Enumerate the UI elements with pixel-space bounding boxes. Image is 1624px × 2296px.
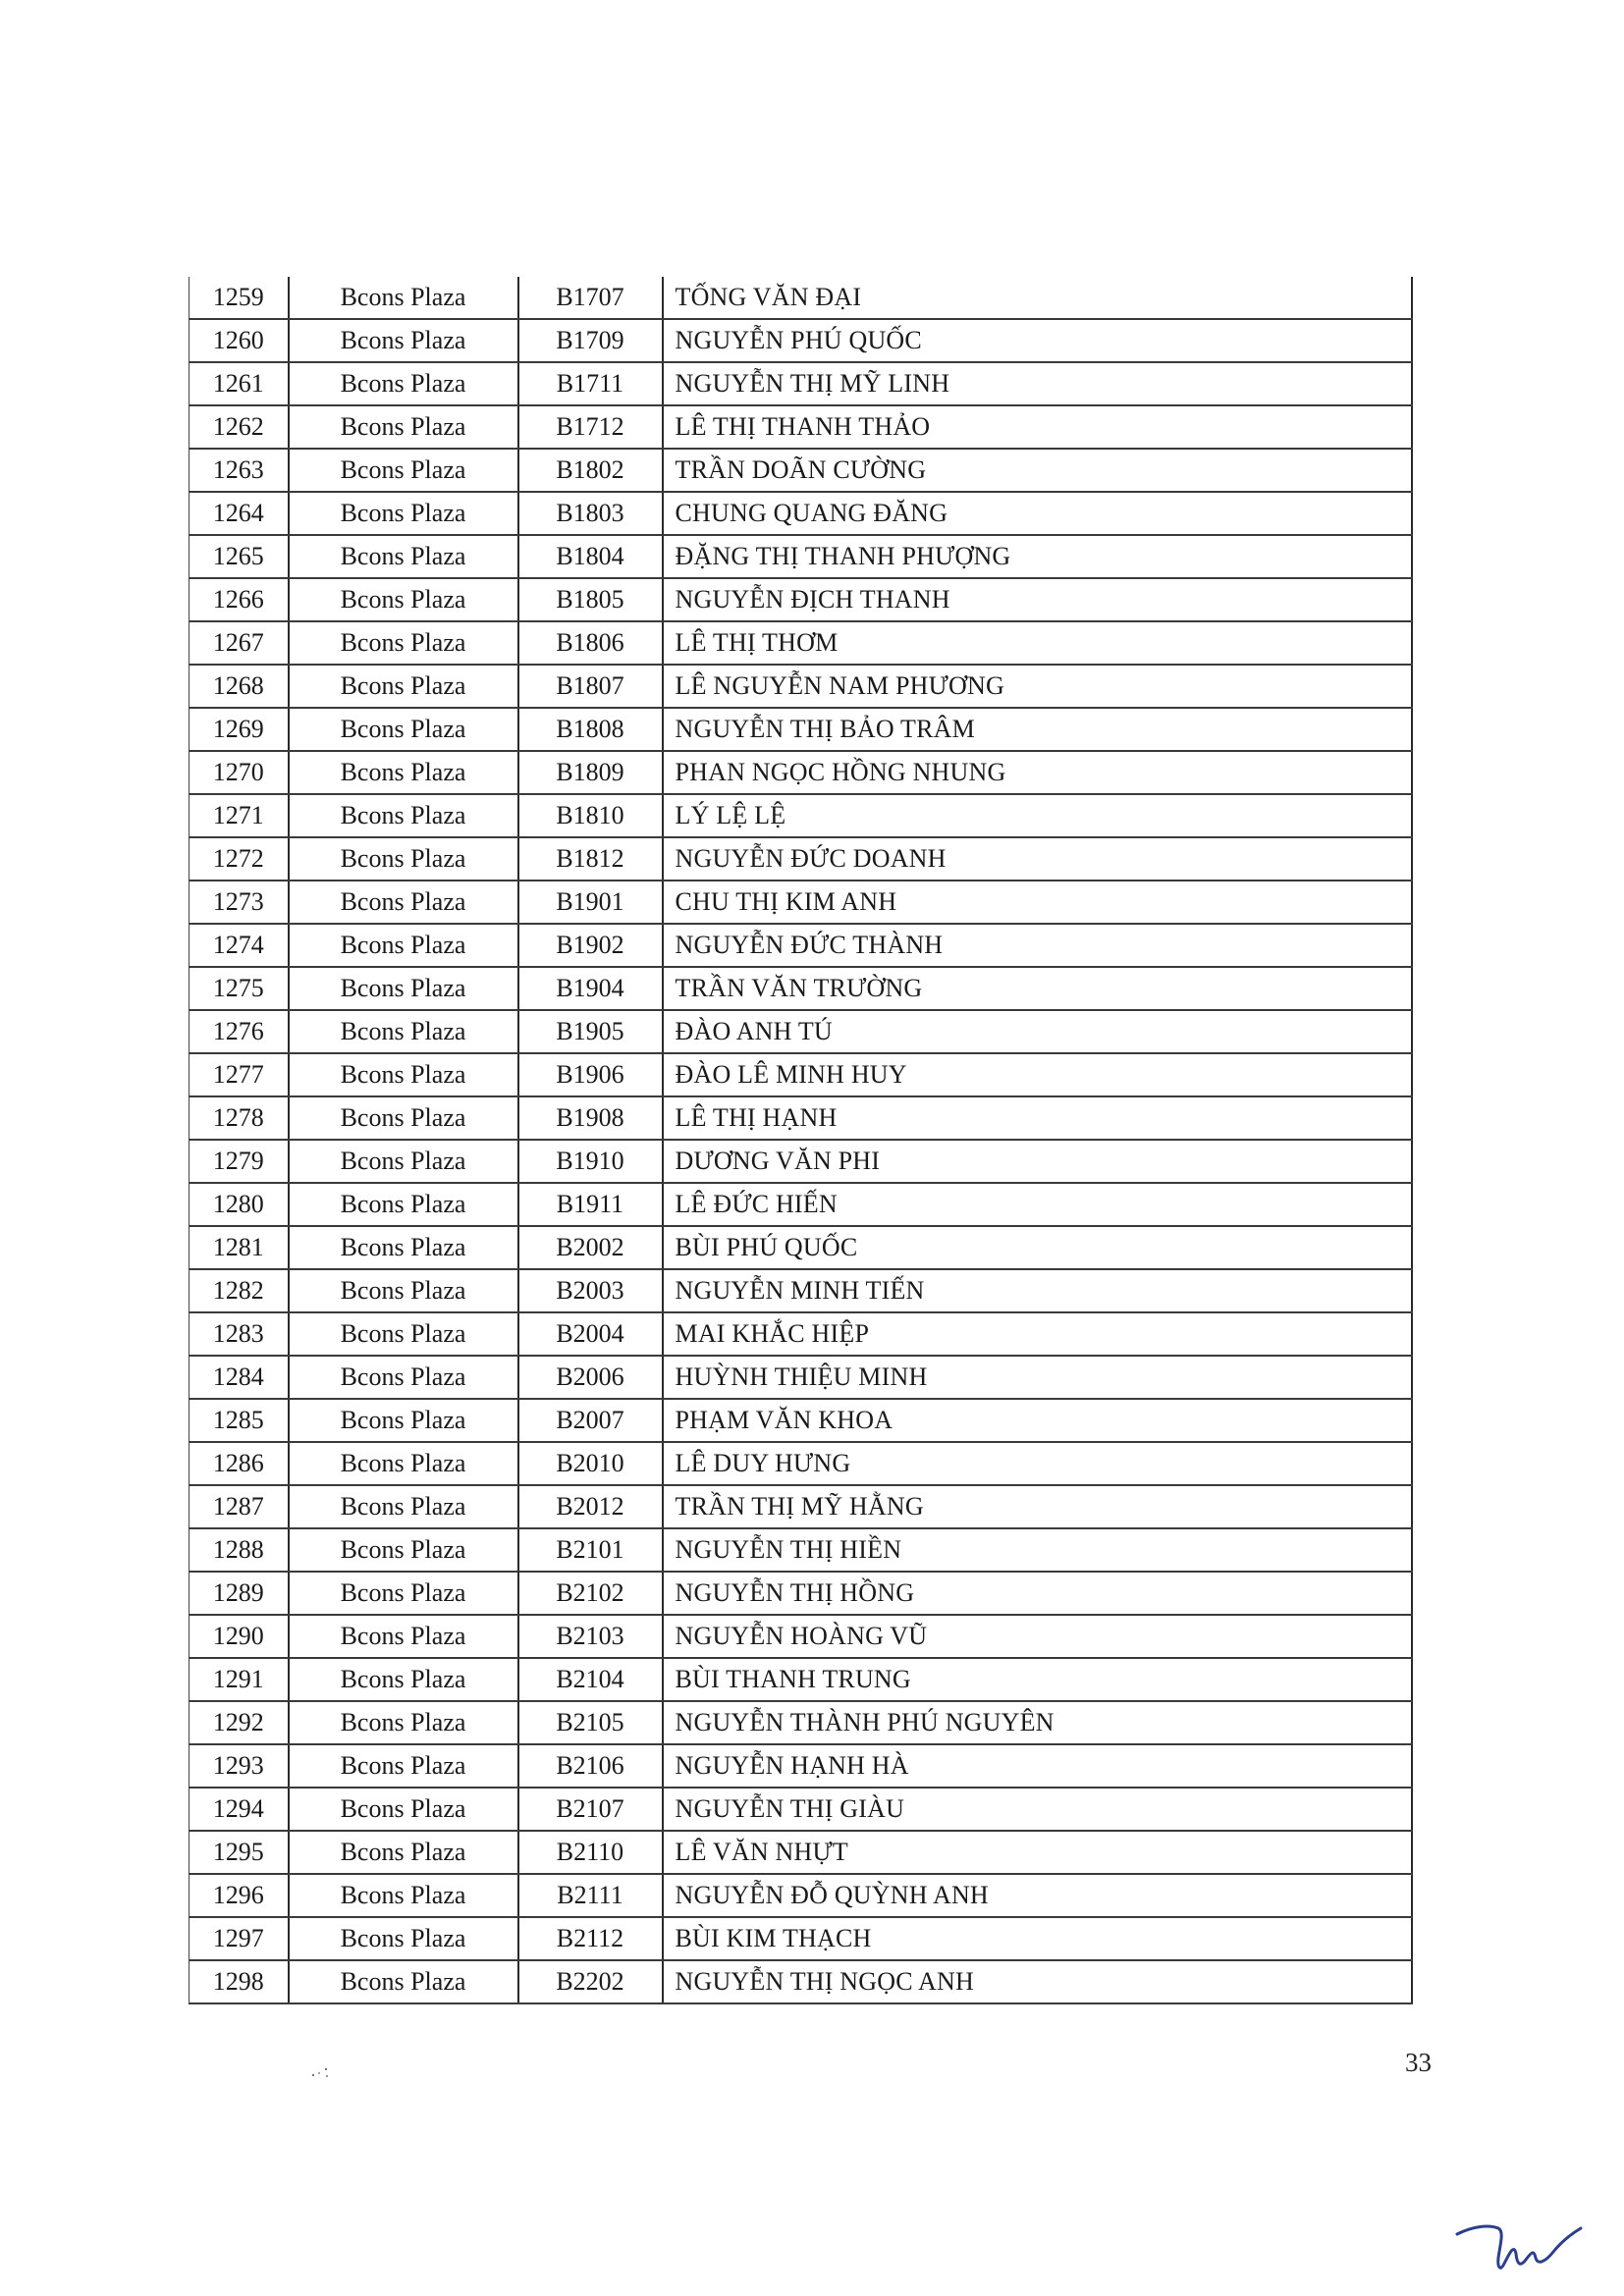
row-number-cell: 1281 xyxy=(189,1226,289,1269)
project-cell: Bcons Plaza xyxy=(289,967,518,1010)
table-row xyxy=(189,405,1412,449)
owner-name-cell: LÊ THỊ THƠM xyxy=(663,621,1412,665)
roster-table-container xyxy=(189,277,1411,2004)
row-number-cell: 1270 xyxy=(189,751,289,794)
row-number-cell: 1280 xyxy=(189,1183,289,1226)
table-row xyxy=(189,1572,1412,1615)
owner-name-cell: BÙI PHÚ QUỐC xyxy=(663,1226,1412,1269)
table-row xyxy=(189,1356,1412,1399)
owner-name-cell: NGUYỄN THỊ MỸ LINH xyxy=(663,362,1412,405)
unit-code-cell: B1802 xyxy=(518,449,663,492)
row-number-cell: 1265 xyxy=(189,535,289,578)
unit-code-cell: B2110 xyxy=(518,1831,663,1874)
table-row xyxy=(189,751,1412,794)
owner-name-cell: CHU THỊ KIM ANH xyxy=(663,881,1412,924)
unit-code-cell: B2104 xyxy=(518,1658,663,1701)
table-row xyxy=(189,1917,1412,1960)
row-number-cell: 1267 xyxy=(189,621,289,665)
roster-table-body xyxy=(189,277,1412,2003)
row-number-cell: 1271 xyxy=(189,794,289,837)
owner-name-cell: BÙI KIM THẠCH xyxy=(663,1917,1412,1960)
row-number-cell: 1273 xyxy=(189,881,289,924)
table-row xyxy=(189,492,1412,535)
project-cell: Bcons Plaza xyxy=(289,362,518,405)
owner-name-cell: PHAN NGỌC HỒNG NHUNG xyxy=(663,751,1412,794)
project-cell: Bcons Plaza xyxy=(289,1615,518,1658)
owner-name-cell: ĐẶNG THỊ THANH PHƯỢNG xyxy=(663,535,1412,578)
table-row xyxy=(189,1701,1412,1744)
project-cell: Bcons Plaza xyxy=(289,1140,518,1183)
table-row xyxy=(189,1226,1412,1269)
row-number-cell: 1298 xyxy=(189,1960,289,2003)
unit-code-cell: B1804 xyxy=(518,535,663,578)
table-row xyxy=(189,1615,1412,1658)
table-row xyxy=(189,1744,1412,1788)
row-number-cell: 1283 xyxy=(189,1312,289,1356)
project-cell: Bcons Plaza xyxy=(289,1269,518,1312)
unit-code-cell: B2103 xyxy=(518,1615,663,1658)
project-cell: Bcons Plaza xyxy=(289,751,518,794)
owner-name-cell: TRẦN THỊ MỸ HẰNG xyxy=(663,1485,1412,1528)
owner-name-cell: TRẦN VĂN TRƯỜNG xyxy=(663,967,1412,1010)
table-row xyxy=(189,1442,1412,1485)
row-number-cell: 1285 xyxy=(189,1399,289,1442)
unit-code-cell: B1902 xyxy=(518,924,663,967)
owner-name-cell: BÙI THANH TRUNG xyxy=(663,1658,1412,1701)
unit-code-cell: B1908 xyxy=(518,1096,663,1140)
owner-name-cell: ĐÀO ANH TÚ xyxy=(663,1010,1412,1053)
unit-code-cell: B1810 xyxy=(518,794,663,837)
unit-code-cell: B1910 xyxy=(518,1140,663,1183)
table-row xyxy=(189,881,1412,924)
owner-name-cell: MAI KHẮC HIỆP xyxy=(663,1312,1412,1356)
page-number: 33 xyxy=(1405,2048,1432,2077)
project-cell: Bcons Plaza xyxy=(289,535,518,578)
unit-code-cell: B1809 xyxy=(518,751,663,794)
unit-code-cell: B1911 xyxy=(518,1183,663,1226)
owner-name-cell: NGUYỄN HẠNH HÀ xyxy=(663,1744,1412,1788)
row-number-cell: 1282 xyxy=(189,1269,289,1312)
project-cell: Bcons Plaza xyxy=(289,1399,518,1442)
row-number-cell: 1279 xyxy=(189,1140,289,1183)
owner-name-cell: PHẠM VĂN KHOA xyxy=(663,1399,1412,1442)
owner-name-cell: NGUYỄN ĐỨC DOANH xyxy=(663,837,1412,881)
table-row xyxy=(189,1312,1412,1356)
project-cell: Bcons Plaza xyxy=(289,1960,518,2003)
owner-name-cell: LÊ DUY HƯNG xyxy=(663,1442,1412,1485)
unit-code-cell: B2202 xyxy=(518,1960,663,2003)
project-cell: Bcons Plaza xyxy=(289,1053,518,1096)
table-row xyxy=(189,665,1412,708)
table-row xyxy=(189,1658,1412,1701)
project-cell: Bcons Plaza xyxy=(289,1701,518,1744)
unit-code-cell: B1812 xyxy=(518,837,663,881)
unit-code-cell: B1711 xyxy=(518,362,663,405)
project-cell: Bcons Plaza xyxy=(289,1356,518,1399)
unit-code-cell: B1806 xyxy=(518,621,663,665)
row-number-cell: 1259 xyxy=(189,277,289,319)
owner-name-cell: NGUYỄN ĐỨC THÀNH xyxy=(663,924,1412,967)
row-number-cell: 1263 xyxy=(189,449,289,492)
project-cell: Bcons Plaza xyxy=(289,794,518,837)
project-cell: Bcons Plaza xyxy=(289,1788,518,1831)
row-number-cell: 1261 xyxy=(189,362,289,405)
table-row xyxy=(189,837,1412,881)
row-number-cell: 1295 xyxy=(189,1831,289,1874)
project-cell: Bcons Plaza xyxy=(289,708,518,751)
owner-name-cell: NGUYỄN THỊ NGỌC ANH xyxy=(663,1960,1412,2003)
row-number-cell: 1293 xyxy=(189,1744,289,1788)
row-number-cell: 1287 xyxy=(189,1485,289,1528)
signature-mark xyxy=(1455,2215,1585,2285)
owner-name-cell: HUỲNH THIỆU MINH xyxy=(663,1356,1412,1399)
table-row xyxy=(189,277,1412,319)
unit-code-cell: B1808 xyxy=(518,708,663,751)
owner-name-cell: LÊ THỊ THANH THẢO xyxy=(663,405,1412,449)
project-cell: Bcons Plaza xyxy=(289,881,518,924)
table-row xyxy=(189,1874,1412,1917)
table-row xyxy=(189,1960,1412,2003)
table-row xyxy=(189,1140,1412,1183)
row-number-cell: 1294 xyxy=(189,1788,289,1831)
project-cell: Bcons Plaza xyxy=(289,1917,518,1960)
owner-name-cell: LÊ VĂN NHỰT xyxy=(663,1831,1412,1874)
row-number-cell: 1278 xyxy=(189,1096,289,1140)
row-number-cell: 1262 xyxy=(189,405,289,449)
project-cell: Bcons Plaza xyxy=(289,665,518,708)
row-number-cell: 1260 xyxy=(189,319,289,362)
owner-name-cell: NGUYỄN THỊ GIÀU xyxy=(663,1788,1412,1831)
project-cell: Bcons Plaza xyxy=(289,492,518,535)
table-row xyxy=(189,1831,1412,1874)
scan-specks xyxy=(310,2065,340,2081)
row-number-cell: 1268 xyxy=(189,665,289,708)
unit-code-cell: B1805 xyxy=(518,578,663,621)
unit-code-cell: B1905 xyxy=(518,1010,663,1053)
row-number-cell: 1284 xyxy=(189,1356,289,1399)
unit-code-cell: B2003 xyxy=(518,1269,663,1312)
unit-code-cell: B1904 xyxy=(518,967,663,1010)
project-cell: Bcons Plaza xyxy=(289,1010,518,1053)
table-row xyxy=(189,1485,1412,1528)
row-number-cell: 1275 xyxy=(189,967,289,1010)
row-number-cell: 1290 xyxy=(189,1615,289,1658)
project-cell: Bcons Plaza xyxy=(289,449,518,492)
table-row xyxy=(189,1053,1412,1096)
row-number-cell: 1264 xyxy=(189,492,289,535)
project-cell: Bcons Plaza xyxy=(289,1572,518,1615)
project-cell: Bcons Plaza xyxy=(289,1744,518,1788)
row-number-cell: 1277 xyxy=(189,1053,289,1096)
unit-code-cell: B2006 xyxy=(518,1356,663,1399)
unit-code-cell: B1807 xyxy=(518,665,663,708)
unit-code-cell: B1906 xyxy=(518,1053,663,1096)
table-row xyxy=(189,535,1412,578)
row-number-cell: 1269 xyxy=(189,708,289,751)
table-row xyxy=(189,449,1412,492)
project-cell: Bcons Plaza xyxy=(289,621,518,665)
project-cell: Bcons Plaza xyxy=(289,924,518,967)
unit-code-cell: B1803 xyxy=(518,492,663,535)
project-cell: Bcons Plaza xyxy=(289,1485,518,1528)
project-cell: Bcons Plaza xyxy=(289,578,518,621)
project-cell: Bcons Plaza xyxy=(289,1528,518,1572)
row-number-cell: 1289 xyxy=(189,1572,289,1615)
unit-code-cell: B1707 xyxy=(518,277,663,319)
project-cell: Bcons Plaza xyxy=(289,837,518,881)
unit-code-cell: B2004 xyxy=(518,1312,663,1356)
unit-code-cell: B2105 xyxy=(518,1701,663,1744)
project-cell: Bcons Plaza xyxy=(289,319,518,362)
row-number-cell: 1296 xyxy=(189,1874,289,1917)
table-row xyxy=(189,1528,1412,1572)
owner-name-cell: LÝ LỆ LỆ xyxy=(663,794,1412,837)
unit-code-cell: B1901 xyxy=(518,881,663,924)
row-number-cell: 1291 xyxy=(189,1658,289,1701)
row-number-cell: 1297 xyxy=(189,1917,289,1960)
owner-name-cell: DƯƠNG VĂN PHI xyxy=(663,1140,1412,1183)
unit-code-cell: B2107 xyxy=(518,1788,663,1831)
owner-name-cell: NGUYỄN ĐỖ QUỲNH ANH xyxy=(663,1874,1412,1917)
project-cell: Bcons Plaza xyxy=(289,1096,518,1140)
unit-code-cell: B2010 xyxy=(518,1442,663,1485)
project-cell: Bcons Plaza xyxy=(289,1312,518,1356)
project-cell: Bcons Plaza xyxy=(289,277,518,319)
roster-table xyxy=(189,277,1413,2004)
unit-code-cell: B2012 xyxy=(518,1485,663,1528)
unit-code-cell: B1709 xyxy=(518,319,663,362)
project-cell: Bcons Plaza xyxy=(289,1874,518,1917)
unit-code-cell: B2002 xyxy=(518,1226,663,1269)
owner-name-cell: NGUYỄN THÀNH PHÚ NGUYÊN xyxy=(663,1701,1412,1744)
owner-name-cell: NGUYỄN HOÀNG VŨ xyxy=(663,1615,1412,1658)
unit-code-cell: B2111 xyxy=(518,1874,663,1917)
owner-name-cell: NGUYỄN ĐỊCH THANH xyxy=(663,578,1412,621)
unit-code-cell: B1712 xyxy=(518,405,663,449)
table-row xyxy=(189,319,1412,362)
table-row xyxy=(189,362,1412,405)
table-row xyxy=(189,967,1412,1010)
table-row xyxy=(189,1010,1412,1053)
row-number-cell: 1266 xyxy=(189,578,289,621)
row-number-cell: 1276 xyxy=(189,1010,289,1053)
row-number-cell: 1286 xyxy=(189,1442,289,1485)
owner-name-cell: NGUYỄN THỊ BẢO TRÂM xyxy=(663,708,1412,751)
table-row xyxy=(189,621,1412,665)
owner-name-cell: ĐÀO LÊ MINH HUY xyxy=(663,1053,1412,1096)
row-number-cell: 1292 xyxy=(189,1701,289,1744)
table-row xyxy=(189,794,1412,837)
owner-name-cell: NGUYỄN PHÚ QUỐC xyxy=(663,319,1412,362)
unit-code-cell: B2101 xyxy=(518,1528,663,1572)
row-number-cell: 1272 xyxy=(189,837,289,881)
owner-name-cell: NGUYỄN THỊ HIỀN xyxy=(663,1528,1412,1572)
row-number-cell: 1274 xyxy=(189,924,289,967)
owner-name-cell: CHUNG QUANG ĐĂNG xyxy=(663,492,1412,535)
unit-code-cell: B2112 xyxy=(518,1917,663,1960)
table-row xyxy=(189,924,1412,967)
project-cell: Bcons Plaza xyxy=(289,405,518,449)
unit-code-cell: B2007 xyxy=(518,1399,663,1442)
project-cell: Bcons Plaza xyxy=(289,1831,518,1874)
table-row xyxy=(189,1096,1412,1140)
table-row xyxy=(189,708,1412,751)
project-cell: Bcons Plaza xyxy=(289,1226,518,1269)
table-row xyxy=(189,578,1412,621)
owner-name-cell: LÊ NGUYỄN NAM PHƯƠNG xyxy=(663,665,1412,708)
owner-name-cell: LÊ ĐỨC HIẾN xyxy=(663,1183,1412,1226)
owner-name-cell: NGUYỄN THỊ HỒNG xyxy=(663,1572,1412,1615)
owner-name-cell: NGUYỄN MINH TIẾN xyxy=(663,1269,1412,1312)
project-cell: Bcons Plaza xyxy=(289,1183,518,1226)
project-cell: Bcons Plaza xyxy=(289,1442,518,1485)
table-row xyxy=(189,1788,1412,1831)
owner-name-cell: TỐNG VĂN ĐẠI xyxy=(663,277,1412,319)
table-row xyxy=(189,1183,1412,1226)
unit-code-cell: B2102 xyxy=(518,1572,663,1615)
table-row xyxy=(189,1269,1412,1312)
owner-name-cell: TRẦN DOÃN CƯỜNG xyxy=(663,449,1412,492)
owner-name-cell: LÊ THỊ HẠNH xyxy=(663,1096,1412,1140)
project-cell: Bcons Plaza xyxy=(289,1658,518,1701)
unit-code-cell: B2106 xyxy=(518,1744,663,1788)
row-number-cell: 1288 xyxy=(189,1528,289,1572)
table-row xyxy=(189,1399,1412,1442)
